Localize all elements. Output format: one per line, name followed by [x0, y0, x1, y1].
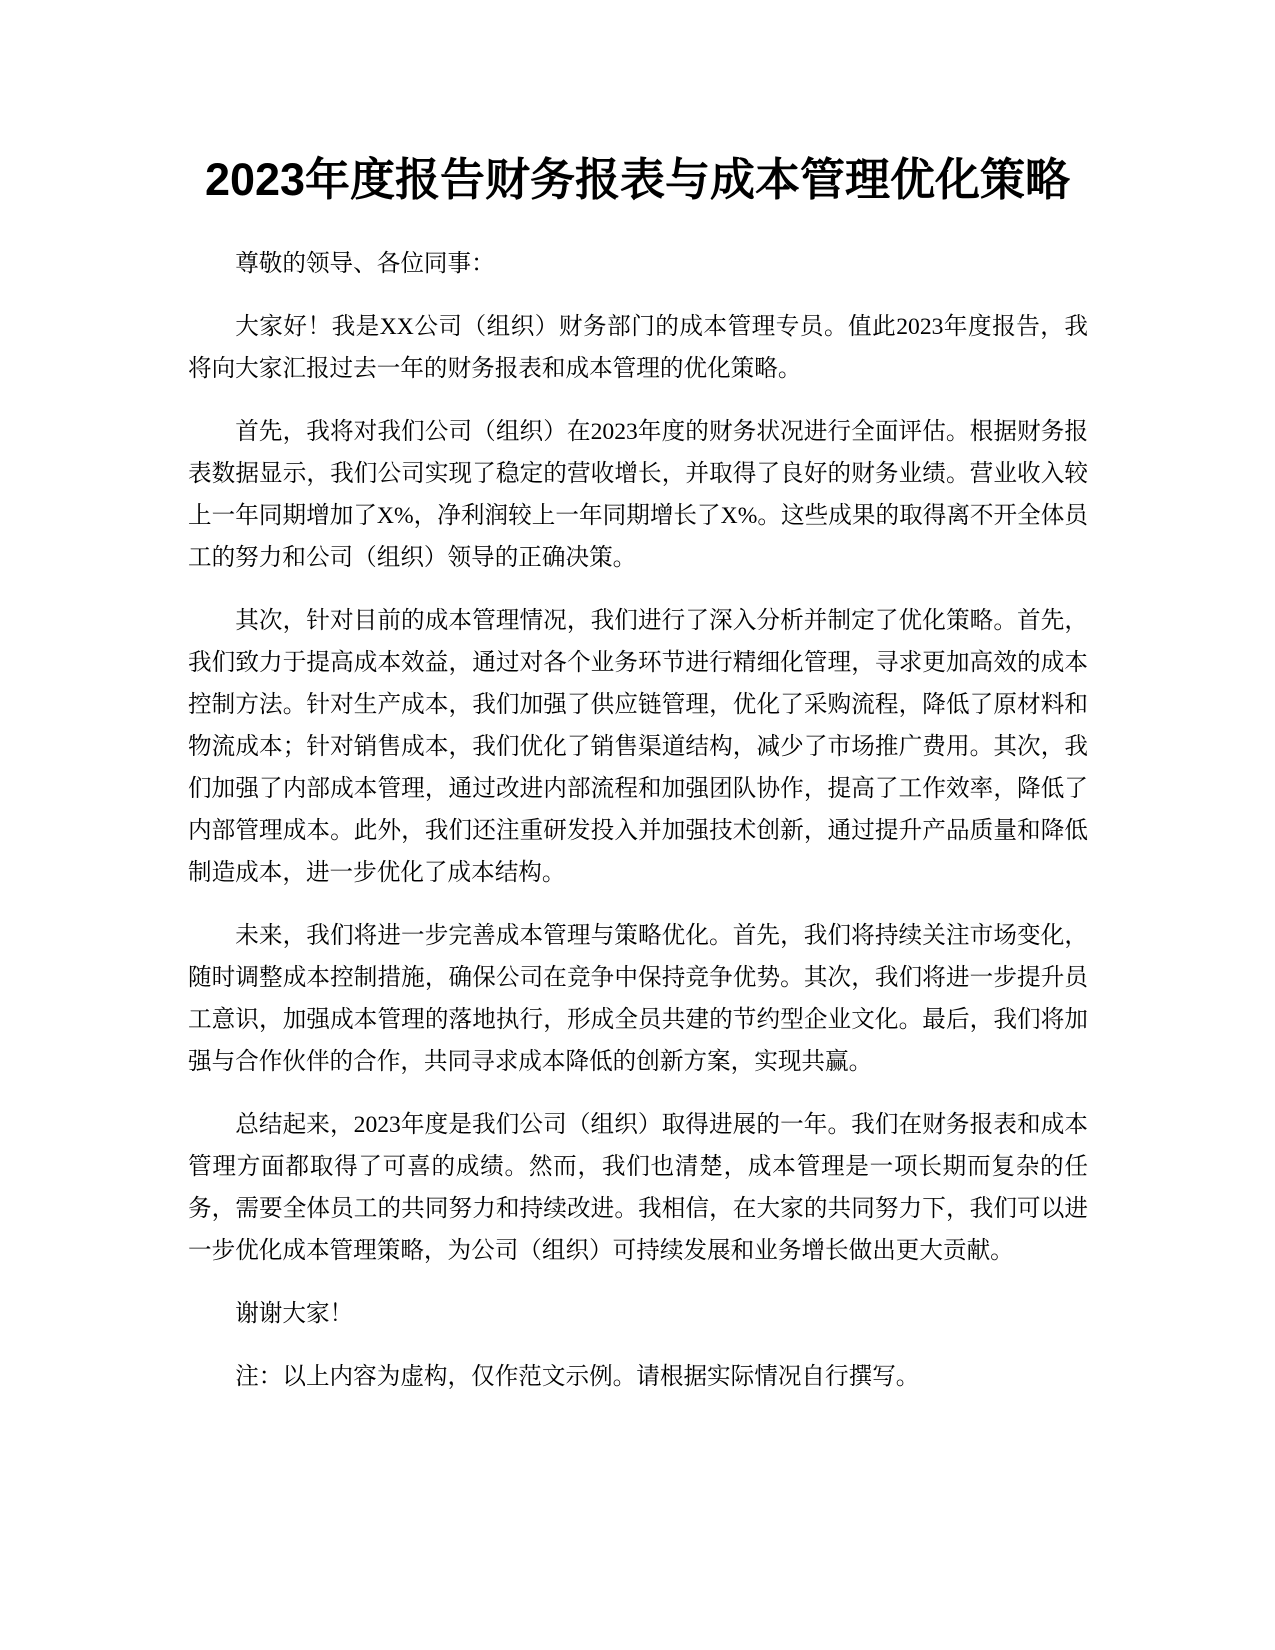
- note-paragraph: 注：以上内容为虚构，仅作范文示例。请根据实际情况自行撰写。: [235, 1364, 920, 1390]
- future-plan-paragraph: 未来，我们将进一步完善成本管理与策略优化。首先，我们将持续关注市场变化，随时调整成本控制措施，确保公司在竞争中保持竞争优势。其次，我们将进一步提升员工意识，加强成本管理的落地执行，形成全员共建的节约型企业文化。最后，我们将加强与合作伙伴的合作，共同寻求成本降低的创新方案，实现共赢。: [188, 923, 1088, 1075]
- intro-paragraph: 大家好！我是XX公司（组织）财务部门的成本管理专员。值此2023年度报告，我将向大家汇报过去一年的财务报表和成本管理的优化策略。: [188, 314, 1088, 382]
- document-body: [188, 243, 1088, 1419]
- document-title: 2023年度报告财务报表与成本管理优化策略: [204, 154, 1071, 205]
- cost-strategy-paragraph: 其次，针对目前的成本管理情况，我们进行了深入分析并制定了优化策略。首先，我们致力于提高成本效益，通过对各个业务环节进行精细化管理，寻求更加高效的成本控制方法。针对生产成本，我们加强了供应链管理，优化了采购流程，降低了原材料和物流成本；针对销售成本，我们优化了销售渠道结构，减少了市场推广费用。其次，我们加强了内部成本管理，通过改进内部流程和加强团队协作，提高了工作效率，降低了内部管理成本。此外，我们还注重研发投入并加强技术创新，通过提升产品质量和降低制造成本，进一步优化了成本结构。: [188, 608, 1088, 886]
- thanks-paragraph: 谢谢大家！: [235, 1301, 354, 1327]
- financial-review-paragraph: 首先，我将对我们公司（组织）在2023年度的财务状况进行全面评估。根据财务报表数据显示，我们公司实现了稳定的营收增长，并取得了良好的财务业绩。营业收入较上一年同期增加了X%，净利润较上一年同期增长了X%。这些成果的取得离不开全体员工的努力和公司（组织）领导的正确决策。: [188, 419, 1088, 571]
- summary-paragraph: 总结起来，2023年度是我们公司（组织）取得进展的一年。我们在财务报表和成本管理方面都取得了可喜的成绩。然而，我们也清楚，成本管理是一项长期而复杂的任务，需要全体员工的共同努力和持续改进。我相信，在大家的共同努力下，我们可以进一步优化成本管理策略，为公司（组织）可持续发展和业务增长做出更大贡献。: [188, 1112, 1088, 1264]
- greeting-paragraph: 尊敬的领导、各位同事：: [235, 251, 495, 277]
